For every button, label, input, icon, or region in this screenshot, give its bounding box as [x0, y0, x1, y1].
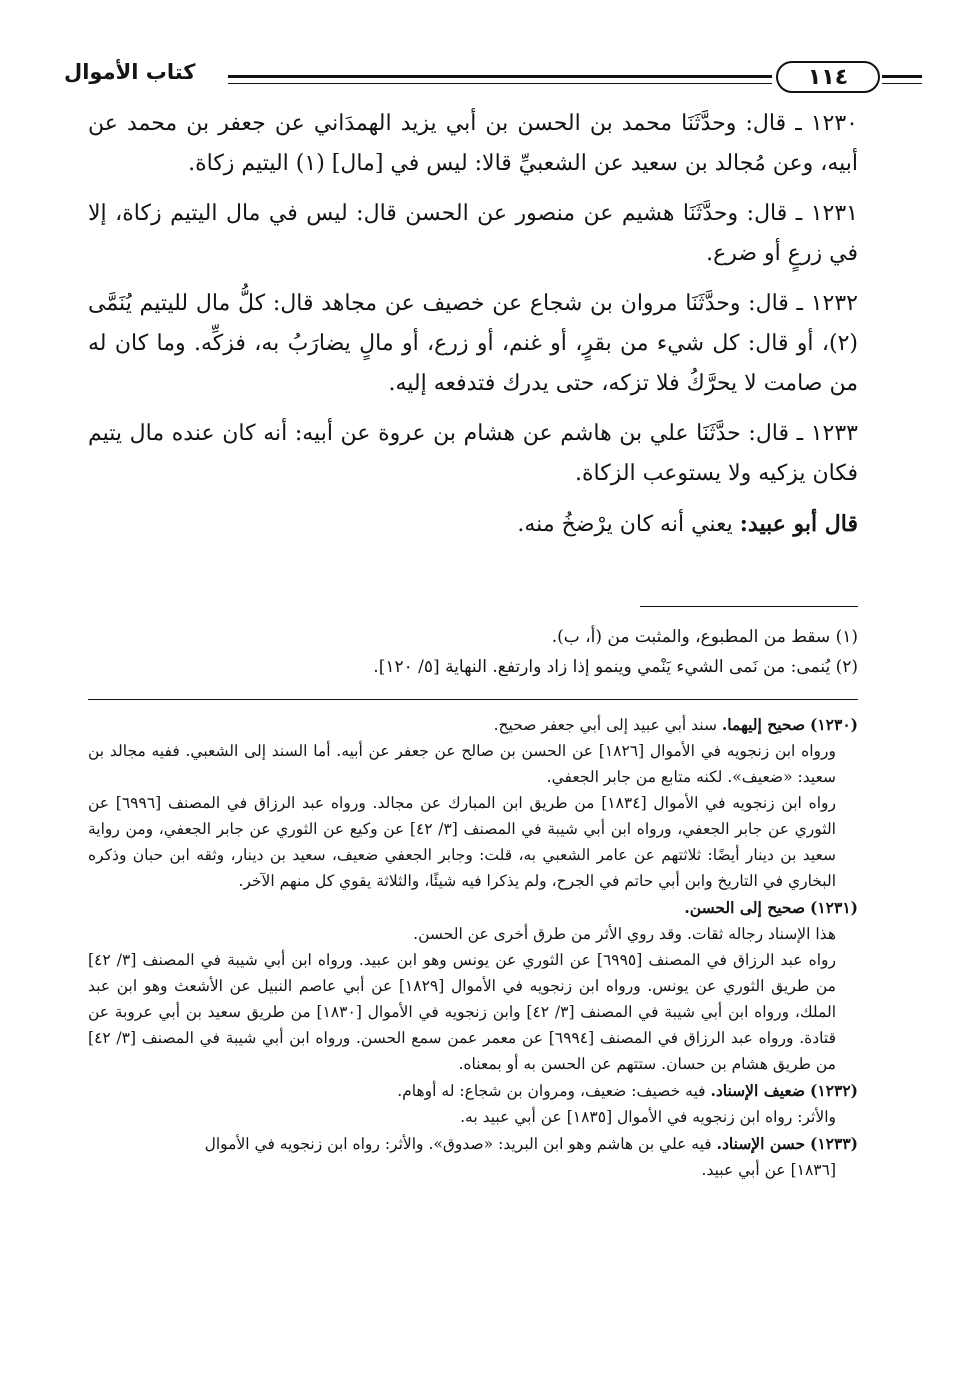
takhrij-grade: صحيح إليهما. [721, 715, 806, 734]
takhrij-grade: حسن الإسناد. [716, 1134, 806, 1153]
takhrij-paragraph: ورواه ابن زنجويه في الأموال [١٨٢٦] عن الحسن بن صالح عن جعفر عن أبيه. أما السند إلى الشعبي. ففيه مجالد بن سعيد: «ضعيف». لكنه متابع من جابر الجعفي. [88, 742, 836, 786]
header-rule-thin [228, 83, 772, 84]
takhrij-1230 [88, 712, 858, 894]
hadith-number: ١٢٣٣ [810, 421, 858, 446]
hadith-number: ١٢٣٠ [810, 111, 858, 136]
hadith-text: ـ قال: وحدَّثَنَا محمد بن الحسن بن أبي يزيد الهمدَاني عن جعفر بن محمد عن أبيه، وعن مُجالد بن سعيد عن الشعبيِّ قالا: ليس في [مال] (١) اليتيم زكاة. [88, 111, 858, 176]
takhrij-notes [88, 712, 858, 1184]
takhrij-code: (١٢٣٣) [810, 1134, 858, 1153]
hadith-1232 [88, 284, 858, 404]
takhrij-1232 [88, 1078, 858, 1130]
takhrij-paragraph: رواه عبد الرزاق في المصنف [٦٩٩٥] عن الثوري عن يونس وهو ابن عبيد. ورواه ابن أبي شيبة في المصنف [٣/ ٤٢] من طريق الثوري عن يونس. ورواه ابن زنجويه في الأموال [١٨٢٩] عن أبي عاصم النبيل عن الأشعث وهو ابن عبد الملك، ورواه ابن أبي شيبة في المصنف [٣/ ٤٢] وابن زنجويه في الأموال [١٨٣٠] من طريق سعيد بن أبي عروبة عن قتادة. ورواه عبد الرزاق في المصنف [٦٩٩٤] عن معمر عمن سمع الحسن. ورواه ابن أبي شيبة في المصنف [٣/ ٤٢] من طريق هشام بن حسان. ستتهم عن الحسن به أو بمعناه. [88, 951, 837, 1073]
takhrij-paragraph: والأثر: رواه ابن زنجويه في الأموال [١٨٣٥] عن أبي عبيد به. [460, 1108, 836, 1126]
hadith-text: ـ قال: وحدَّثَنَا مروان بن شجاع عن خصيف عن مجاهد قال: كلُّ مال لليتيم يُنَمَّى (٢)، أو قال: كل شيء من بقرٍ، أو غنم، أو زرع، أو مالٍ يضارَبُ به، فزكِّه. وما كان له من صامت لا يحرَّكُ فلا تزكه، حتى يدرك فتدفعه إليه. [88, 291, 858, 396]
takhrij-code: (١٢٣٢) [810, 1081, 858, 1100]
takhrij-paragraph: رواه ابن زنجويه في الأموال [١٨٣٤] من طريق ابن المبارك عن مجالد. ورواه عبد الرزاق في المصنف [٦٩٩٦] عن الثوري عن جابر الجعفي، ورواه ابن أبي شيبة في المصنف [٣/ ٤٢] عن وكيع عن الثوري عن جابر الجعفي، ومن رواية سعيد بن دينار أيضًا: ثلاثتهم عن عامر الشعبي به، قلت: وجابر الجعفي ضعيف، سعيد بن دينار، وثقه ابن حبان وذكره البخاري في التاريخ وابن أبي حاتم في الجرح، ولم يذكرا فيه شيئًا، والثلاثة يقوي كل منهم الآخر. [88, 794, 836, 890]
takhrij-paragraph: هذا الإسناد رجاله ثقات. وقد روي الأثر من طرق أخرى عن الحسن. [413, 925, 836, 943]
takhrij-1233 [88, 1131, 858, 1183]
abu-ubaid-commentary [88, 504, 858, 545]
book-title: كتاب الأموال [64, 60, 196, 84]
takhrij-1231 [88, 895, 858, 1077]
takhrij-heading [88, 1131, 858, 1157]
commentary-label: قال أبو عبيد: [739, 511, 858, 537]
footnotes [88, 622, 858, 682]
hadith-1231 [88, 194, 858, 274]
header-rule-end-thin [882, 83, 922, 84]
hadith-1233 [88, 414, 858, 494]
takhrij-paragraph: [١٨٣٦] عن أبي عبيد. [701, 1161, 836, 1179]
footnote-2: (٢) يُنمى: من نَمى الشيء يَنْمي وينمو إذا زاد وارتفع. النهاية [٥/ ١٢٠]. [373, 657, 858, 677]
takhrij-head-text: فيه خصيف: ضعيف، ومروان بن شجاع: له أوهام. [397, 1082, 706, 1100]
takhrij-heading [88, 895, 858, 921]
commentary-text: يعني أنه كان يرْضخُ منه. [517, 512, 733, 537]
hadith-number: ١٢٣٢ [810, 291, 858, 316]
running-header [64, 58, 854, 100]
page-number: ١١٤ [776, 61, 880, 93]
footnote-separator [640, 606, 858, 607]
takhrij-separator [88, 699, 858, 700]
header-rule-end [882, 75, 922, 78]
header-rule [228, 75, 772, 78]
takhrij-grade: صحيح إلى الحسن. [684, 898, 806, 917]
footnote-1: (١) سقط من المطبوع، والمثبت من (أ، ب). [551, 627, 858, 647]
hadith-text: ـ قال: حدَّثَنَا علي بن هاشم عن هشام بن عروة عن أبيه: أنه كان عنده مال يتيم فكان يزكيه ولا يستوعب الزكاة. [88, 421, 858, 486]
hadith-number: ١٢٣١ [810, 201, 858, 226]
takhrij-code: (١٢٣١) [810, 898, 858, 917]
main-text [88, 104, 858, 545]
hadith-1230 [88, 104, 858, 184]
takhrij-grade: ضعيف الإسناد. [710, 1081, 806, 1100]
takhrij-head-text: سند أبي عبيد إلى أبي جعفر صحيح. [493, 716, 717, 734]
takhrij-head-text: فيه علي بن هاشم وهو ابن البريد: «صدوق». والأثر: رواه ابن زنجويه في الأموال [204, 1135, 712, 1153]
takhrij-code: (١٢٣٠) [810, 715, 858, 734]
takhrij-heading [88, 1078, 858, 1104]
takhrij-heading [88, 712, 858, 738]
hadith-text: ـ قال: وحدَّثَنَا هشيم عن منصور عن الحسن قال: ليس في مال اليتيم زكاة، إلا في زرعٍ أو ضرع. [88, 201, 858, 266]
